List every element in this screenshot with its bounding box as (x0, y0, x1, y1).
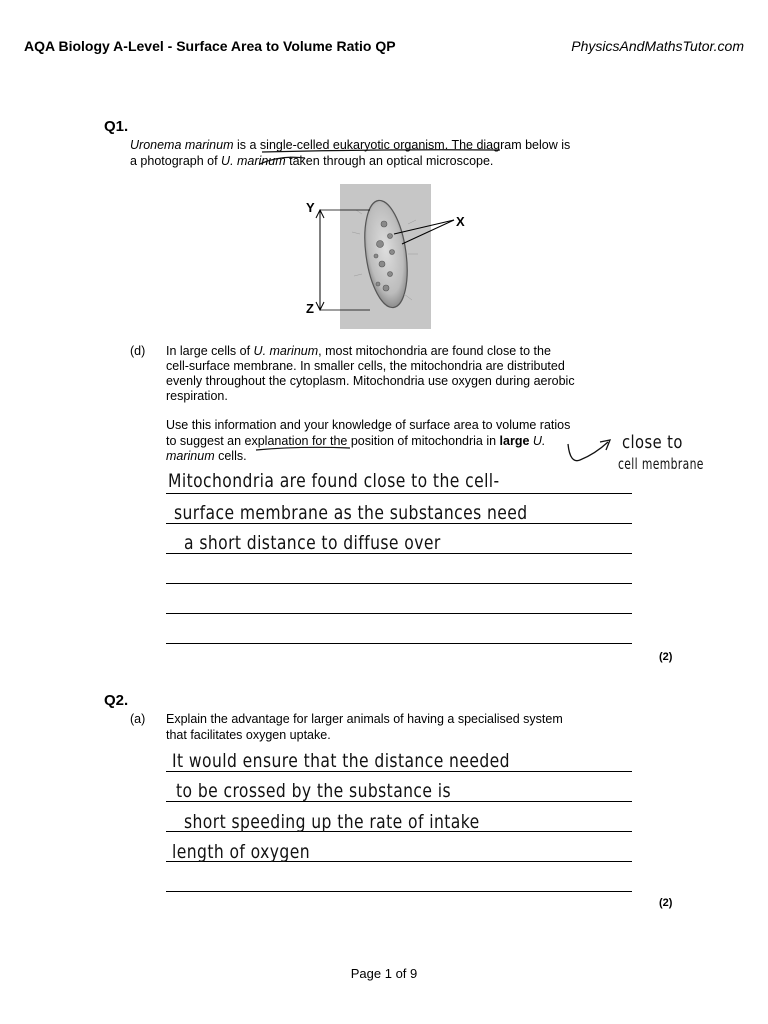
handwritten-answer-line: It would ensure that the distance needed (172, 750, 510, 772)
q1-part-d-label: (d) (130, 344, 146, 358)
handwritten-answer-line: short speeding up the rate of intake (184, 811, 480, 833)
q2-part-a-line-1: Explain the advantage for larger animals of having a specialised system (166, 712, 563, 726)
handwritten-answer-line: length of oxygen (172, 841, 310, 863)
q1-part-d-species-end: marinum (166, 449, 215, 463)
handwritten-answer-line: to be crossed by the substance is (176, 780, 452, 802)
answer-line[interactable] (166, 643, 632, 644)
q1-part-d-line-7-end: cells. (214, 449, 247, 463)
q2-marks: (2) (659, 897, 673, 909)
answer-line[interactable] (166, 583, 632, 584)
q1-part-d-line-7 (166, 449, 247, 465)
document-header-title: AQA Biology A-Level - Surface Area to Volume Ratio QP (24, 38, 396, 54)
answer-line[interactable] (166, 493, 632, 494)
document-header-site: PhysicsAndMathsTutor.com (571, 38, 744, 54)
q2-part-a-line-2: that facilitates oxygen uptake. (166, 728, 331, 742)
q1-marks: (2) (659, 651, 673, 663)
q1-intro-line-2-start: a photograph of (130, 154, 222, 168)
q1-part-d-line-6-start: to suggest an explanation for the position of mitochondria in (166, 434, 500, 448)
q1-part-d-genus: U. (529, 434, 546, 448)
diagram-label-z: Z (306, 301, 314, 316)
handwritten-annotation-line-1: close to (622, 432, 683, 453)
q1-part-d-line-4: respiration. (166, 389, 228, 403)
q1-part-d-species: U. marinum (253, 344, 319, 358)
answer-line[interactable] (166, 613, 632, 614)
pen-underline-marks (260, 146, 530, 172)
q1-part-d-large: large (499, 434, 530, 448)
q1-intro-line-1-rest: is a single-celled eukaryotic organism. The diagram below is (233, 138, 571, 152)
species-abbrev: U. marinum (221, 154, 286, 168)
question-2-number: Q2. (104, 692, 129, 709)
q1-part-d-line-3: evenly throughout the cytoplasm. Mitochondria use oxygen during aerobic (166, 374, 575, 388)
answer-line[interactable] (166, 891, 632, 892)
q1-part-d-line-5: Use this information and your knowledge of surface area to volume ratios (166, 418, 571, 432)
diagram-label-x: X (456, 214, 465, 229)
q1-part-d-line-1-end: , most mitochondria are found close to the (318, 344, 551, 358)
q1-intro-line-2-end: taken through an optical microscope. (285, 154, 494, 168)
handwritten-answer-line: Mitochondria are found close to the cell- (168, 470, 500, 492)
handwritten-annotation-line-2: cell membrane (618, 455, 704, 473)
q1-part-d-line-2: cell-surface membrane. In smaller cells, the mitochondria are distributed (166, 359, 565, 373)
handwritten-answer-line: surface membrane as the substances need (174, 502, 528, 524)
diagram-arrows (310, 200, 460, 330)
q1-part-d-line-1-start: In large cells of (166, 344, 254, 358)
pen-annotation-marks (250, 434, 630, 474)
species-name: Uronema marinum (130, 138, 234, 152)
question-1-number: Q1. (104, 118, 129, 135)
diagram-label-y: Y (306, 200, 315, 215)
q2-part-a-label: (a) (130, 712, 146, 726)
q1-part-d-line-1 (166, 344, 551, 360)
page-number: Page 1 of 9 (350, 966, 418, 981)
handwritten-answer-line: a short distance to diffuse over (184, 532, 441, 554)
